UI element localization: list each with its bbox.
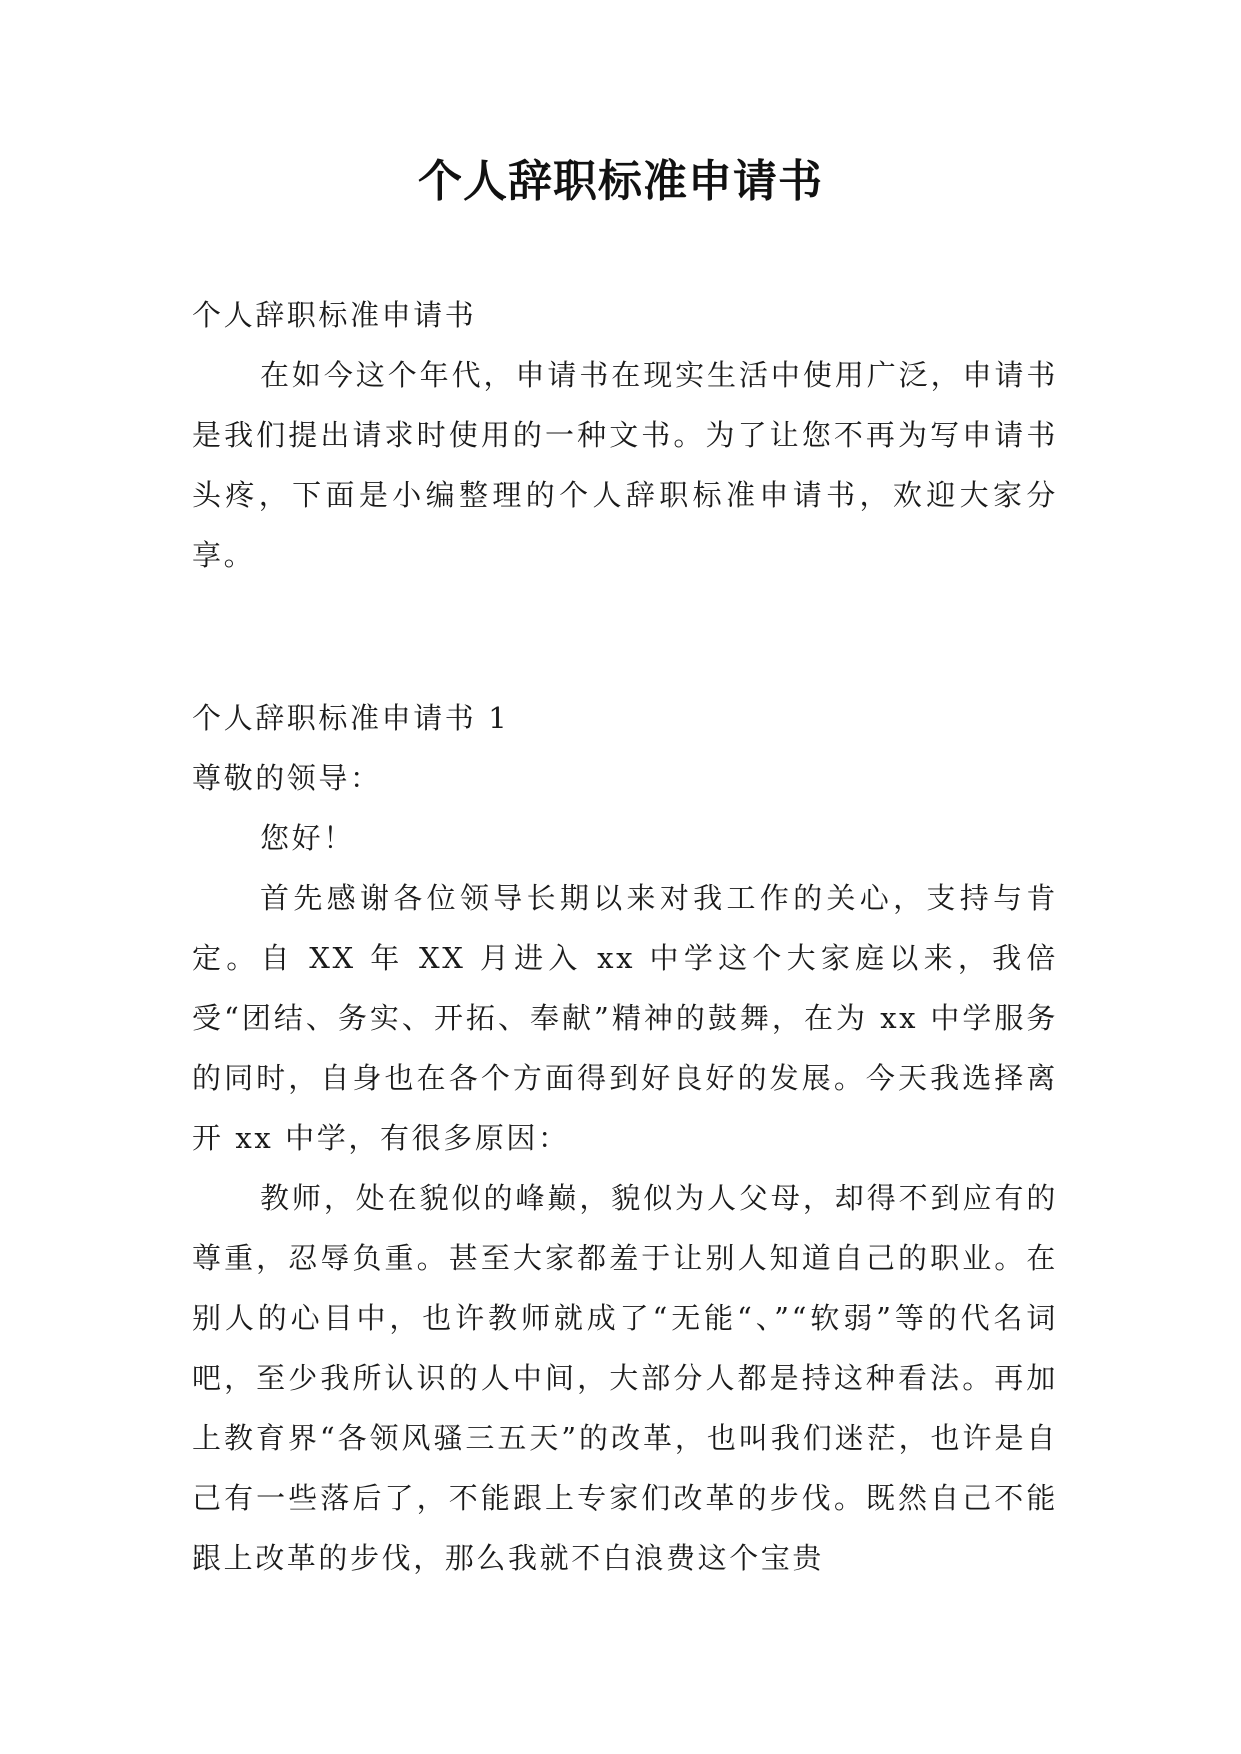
intro-paragraph: 在如今这个年代，申请书在现实生活中使用广泛，申请书是我们提出请求时使用的一种文书。为了让您不再为写申请书头疼，下面是小编整理的个人辞职标准申请书，欢迎大家分享。 [192,358,1058,572]
section-heading: 个人辞职标准申请书 1 [192,701,510,735]
document-title: 个人辞职标准申请书 [418,156,823,207]
greeting: 您好！ [260,821,355,855]
body-paragraph: 首先感谢各位领导长期以来对我工作的关心，支持与肯定。自 XX 年 XX 月进入 xx 中学这个大家庭以来，我倍受“团结、务实、开拓、奉献”精神的鼓舞，在为 xx 中学服务的同时，自身也在各个方面得到好良好的发展。今天我选择离开 xx 中学，有很多原因： [192,881,1058,1155]
intro-heading: 个人辞职标准申请书 [192,298,477,332]
salutation: 尊敬的领导： [192,761,382,795]
body-paragraph: 教师，处在貌似的峰巅，貌似为人父母，却得不到应有的尊重，忍辱负重。甚至大家都羞于让别人知道自己的职业。在别人的心目中，也许教师就成了“无能“、”“软弱”等的代名词吧，至少我所认识的人中间，大部分人都是持这种看法。再加上教育界“各领风骚三五天”的改革，也叫我们迷茫，也许是自己有一些落后了，不能跟上专家们改革的步伐。既然自己不能跟上改革的步伐，那么我就不白浪费这个宝贵 [192,1181,1058,1575]
